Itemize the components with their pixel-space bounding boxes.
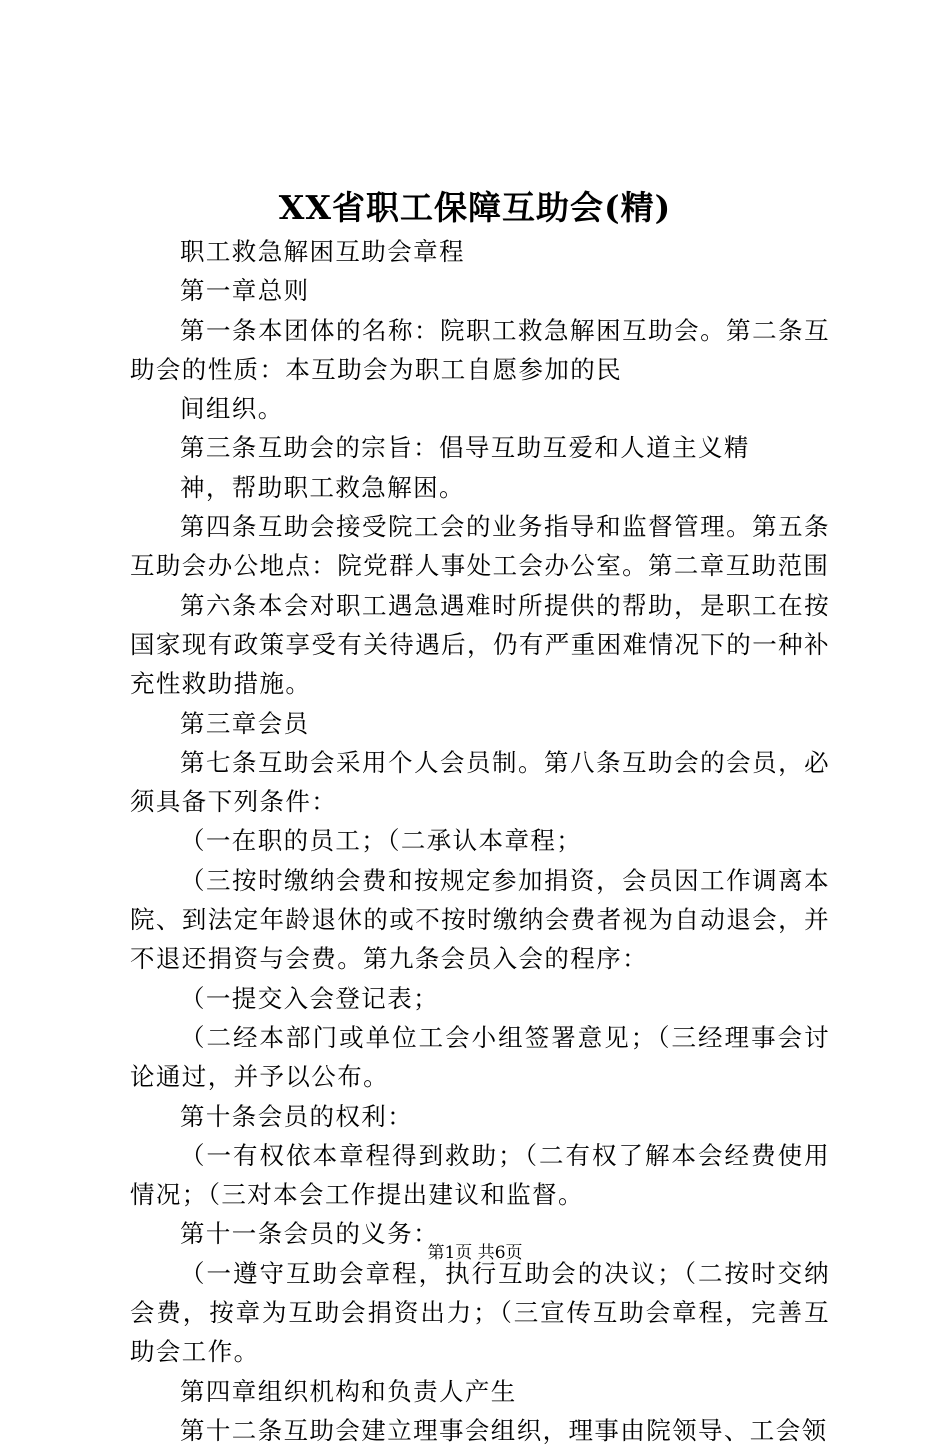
paragraph: 第四章组织机构和负责人产生 bbox=[180, 1376, 517, 1406]
paragraph: 第七条互助会采用个人会员制。第八条互助会的会员，必须具备下列条件： bbox=[130, 747, 830, 817]
paragraph: 神，帮助职工救急解困。 bbox=[180, 472, 465, 502]
paragraph: 间组织。 bbox=[180, 394, 284, 424]
paragraph: 第一条本团体的名称：院职工救急解困互助会。第二条互助会的性质：本互助会为职工自愿参加的民 bbox=[130, 315, 830, 384]
paragraph: 第三章会员 bbox=[180, 708, 310, 738]
paragraph: 第一章总则 bbox=[180, 276, 310, 306]
paragraph: 第三条互助会的宗旨：倡导互助互爱和人道主义精 bbox=[180, 433, 750, 463]
paragraph: （一在职的员工；（二承认本章程； bbox=[180, 826, 583, 856]
paragraph: 第十一条会员的义务： bbox=[180, 1219, 439, 1249]
paragraph: 第十二条互助会建立理事会组织，理事由院领导、工会领 bbox=[180, 1415, 828, 1445]
paragraph: （一遵守互助会章程，执行互助会的决议；（二按时交纳会费，按章为互助会捐资出力；（三宣传互助会章程，完善互助会工作。 bbox=[130, 1258, 830, 1367]
paragraph: 第四条互助会接受院工会的业务指导和监督管理。第五条互助会办公地点：院党群人事处工会办公室。第二章互助范围 bbox=[130, 512, 830, 581]
paragraph: 职工救急解困互助会章程 bbox=[180, 237, 465, 266]
paragraph: 第六条本会对职工遇急遇难时所提供的帮助，是职工在按国家现有政策享受有关待遇后，仍有严重困难情况下的一种补充性救助措施。 bbox=[130, 590, 830, 699]
paragraph: （一提交入会登记表； bbox=[180, 983, 439, 1013]
paragraph: （一有权依本章程得到救助；（二有权了解本会经费使用情况；（三对本会工作提出建议和监督。 bbox=[130, 1140, 830, 1210]
document-body bbox=[130, 232, 830, 1450]
paragraph: 第十条会员的权利： bbox=[180, 1101, 414, 1131]
page-number: 第1页 共6页 bbox=[427, 1243, 523, 1263]
paragraph: （二经本部门或单位工会小组签署意见；（三经理事会讨论通过，并予以公布。 bbox=[130, 1022, 830, 1092]
paragraph: （三按时缴纳会费和按规定参加捐资，会员因工作调离本院、到法定年龄退休的或不按时缴纳会费者视为自动退会，并不退还捐资与会费。第九条会员入会的程序： bbox=[130, 865, 830, 974]
document-title: XX省职工保障互助会(精) bbox=[278, 188, 672, 227]
